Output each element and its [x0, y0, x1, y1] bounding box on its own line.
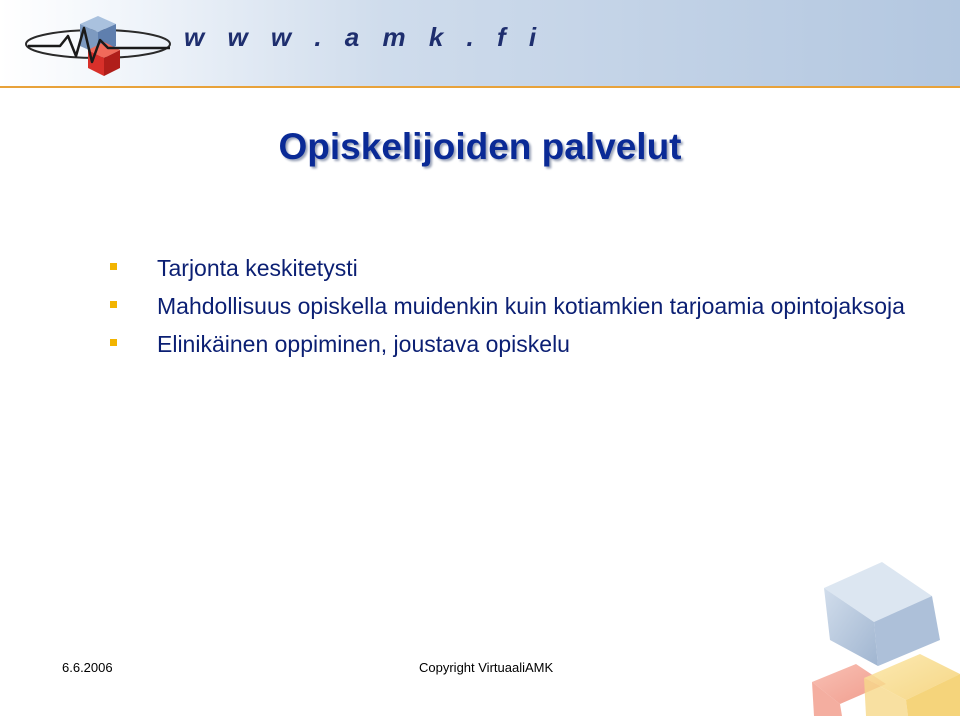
header-rule [0, 86, 960, 88]
bullet-item [108, 252, 908, 285]
footer-copyright: Copyright VirtuaaliAMK [419, 660, 554, 675]
slide-title: Opiskelijoiden palvelut [278, 126, 682, 167]
cubes-decoration-icon [790, 548, 960, 716]
header-url: w w w . a m k . f i [184, 22, 545, 52]
bullet-square-icon [110, 339, 117, 346]
bullet-text: Mahdollisuus opiskella muidenkin kuin kotiamkien tarjoamia opintojaksoja [157, 293, 905, 319]
bullet-item [108, 328, 908, 361]
bullet-text: Tarjonta keskitetysti [157, 255, 358, 281]
bullet-list [108, 252, 908, 366]
bullet-item [108, 290, 908, 323]
bullet-square-icon [110, 301, 117, 308]
bullet-square-icon [110, 263, 117, 270]
footer-date: 6.6.2006 [62, 660, 113, 675]
amk-logo-icon [20, 10, 180, 80]
bullet-text: Elinikäinen oppiminen, joustava opiskelu [157, 331, 570, 357]
